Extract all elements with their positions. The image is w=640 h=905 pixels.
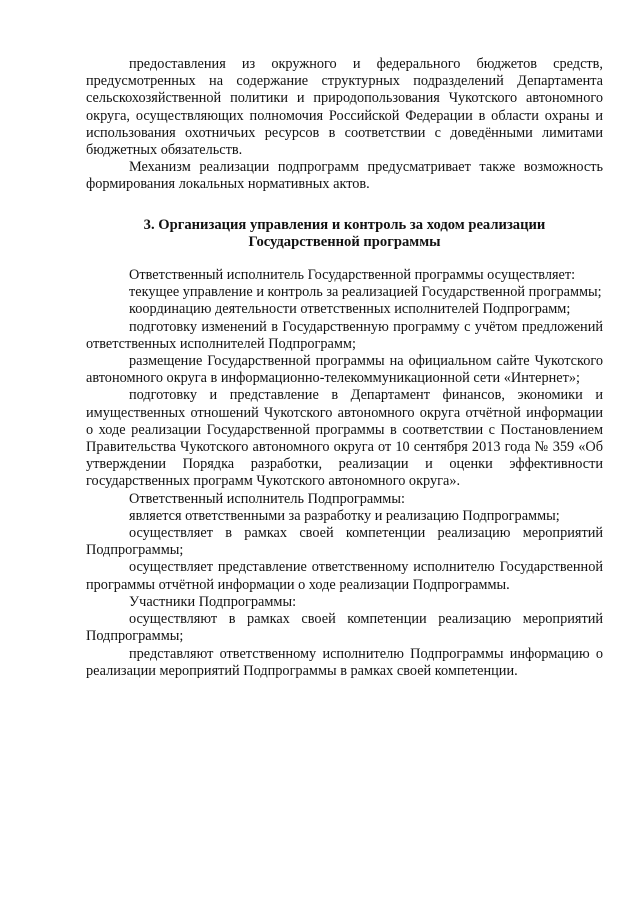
section-paragraph: размещение Государственной программы на официальном сайте Чукотского автономного округа в информационно-телекоммуникационной сети «Интернет»; bbox=[86, 353, 603, 387]
section-paragraph: Ответственный исполнитель Государственной программы осуществляет: bbox=[129, 267, 576, 284]
section-paragraph: текущее управление и контроль за реализацией Государственной программы; bbox=[129, 284, 602, 301]
section-paragraph: осуществляет в рамках своей компетенции реализацию мероприятий Подпрограммы; bbox=[86, 525, 603, 559]
section-paragraph: осуществляет представление ответственному исполнителю Государственной программы отчётной информации о ходе реализации Подпрограммы. bbox=[86, 559, 603, 593]
intro-paragraph: Механизм реализации подпрограмм предусматривает также возможность формирования локальных нормативных актов. bbox=[86, 159, 603, 193]
document-page bbox=[86, 56, 603, 680]
section-paragraph: является ответственными за разработку и реализацию Подпрограммы; bbox=[129, 507, 560, 524]
section-paragraph: Ответственный исполнитель Подпрограммы: bbox=[129, 490, 405, 507]
section-paragraph: Участники Подпрограммы: bbox=[129, 593, 297, 610]
section-paragraph: координацию деятельности ответственных исполнителей Подпрограмм; bbox=[129, 301, 571, 318]
section-heading: 3. Организация управления и контроль за ходом реализации Государственной программы bbox=[143, 216, 546, 250]
section-paragraph: подготовку изменений в Государственную программу с учётом предложений ответственных исполнителей Подпрограмм; bbox=[86, 318, 603, 352]
section-paragraph: подготовку и представление в Департамент финансов, экономики и имущественных отношений Чукотского автономного округа отчётной информации о ходе реализации Государственной программы в соответствии с Постановлением Правительства Чукотского автономного округа от 10 сентября 2013 года № 359 «Об утверждении Порядка разработки, реализации и оценки эффективности государственных программ Чукотского автономного округа». bbox=[86, 387, 603, 490]
section-paragraph: представляют ответственному исполнителю Подпрограммы информацию о реализации мероприятий Подпрограммы в рамках своей компетенции. bbox=[86, 645, 603, 679]
section-paragraph: осуществляют в рамках своей компетенции реализацию мероприятий Подпрограммы; bbox=[86, 611, 603, 645]
intro-paragraph: предоставления из окружного и федерального бюджетов средств, предусмотренных на содержание структурных подразделений Департамента сельскохозяйственной политики и природопользования Чукотского автономного округа, осуществляющих полномочия Российской Федерации в области охраны и использования охотничьих ресурсов в соответствии с доведёнными лимитами бюджетных обязательств. bbox=[86, 56, 603, 159]
